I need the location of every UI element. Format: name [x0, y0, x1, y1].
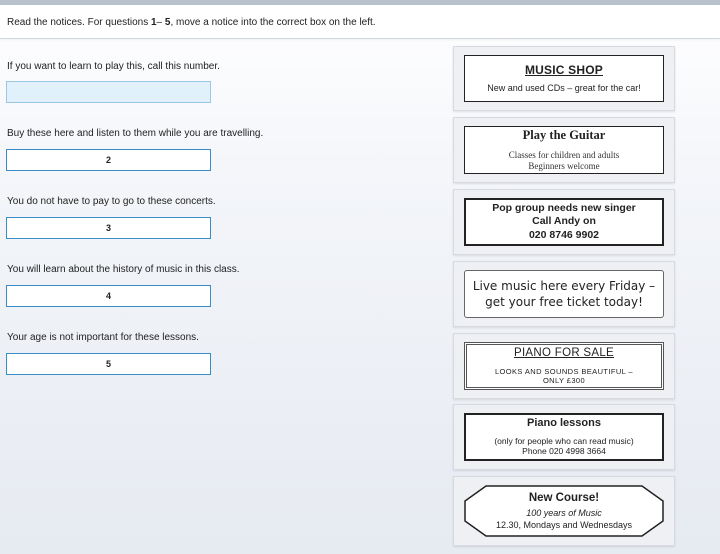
- question-1-text: If you want to learn to play this, call this number.: [7, 61, 220, 72]
- answer-box-3[interactable]: 3: [6, 217, 211, 239]
- notice-line: New and used CDs – great for the car!: [487, 82, 641, 93]
- notice-line: Call Andy on: [532, 215, 596, 228]
- instruction-bar: [0, 5, 720, 39]
- notice-card-pop-group[interactable]: [453, 189, 675, 255]
- notice-line: Beginners welcome: [528, 160, 600, 171]
- notice-line: (only for people who can read music): [494, 435, 634, 446]
- question-4-text: You will learn about the history of music in this class.: [7, 264, 240, 275]
- notice-title: Pop group needs new singer: [492, 202, 636, 215]
- answer-box-1[interactable]: [6, 81, 211, 103]
- answer-box-2[interactable]: 2: [6, 149, 211, 171]
- answer-box-5[interactable]: 5: [6, 353, 211, 375]
- notice-line: 100 years of Music: [526, 508, 602, 519]
- question-3-text: You do not have to pay to go to these concerts.: [7, 196, 216, 207]
- notice-new-course: [464, 485, 664, 537]
- notice-line: ONLY £300: [542, 376, 586, 386]
- question-2-text: Buy these here and listen to them while you are travelling.: [7, 128, 264, 139]
- notice-line: LOOKS AND SOUNDS BEAUTIFUL –: [494, 366, 634, 376]
- notice-line: 12.30, Mondays and Wednesdays: [496, 519, 632, 530]
- notice-line: Classes for children and adults: [508, 149, 620, 160]
- answer-box-4[interactable]: 4: [6, 285, 211, 307]
- instruction-text: Read the notices. For questions 1– 5, move a notice into the correct box on the left.: [7, 17, 376, 28]
- notice-card-music-shop[interactable]: [453, 46, 675, 111]
- notice-title: MUSIC SHOP: [524, 62, 603, 77]
- notice-music-shop: [464, 55, 664, 102]
- notice-piano-sale: [464, 342, 664, 390]
- notice-line: get your free ticket today!: [485, 295, 643, 309]
- notice-title: Piano lessons: [527, 417, 601, 429]
- notice-line: Live music here every Friday –: [472, 278, 656, 293]
- notice-card-piano-sale[interactable]: [453, 333, 675, 399]
- notice-piano-lessons: [464, 413, 664, 461]
- notice-title: PIANO FOR SALE: [513, 347, 615, 360]
- question-5-text: Your age is not important for these lessons.: [7, 332, 199, 343]
- notice-card-live-music[interactable]: [453, 261, 675, 327]
- notice-card-play-guitar[interactable]: [453, 117, 675, 183]
- notice-card-new-course[interactable]: [453, 476, 675, 546]
- notice-line: Phone 020 4998 3664: [522, 446, 606, 457]
- notice-title: New Course!: [528, 492, 600, 505]
- notice-play-guitar: [464, 126, 664, 174]
- notice-title: Play the Guitar: [522, 127, 606, 142]
- notice-live-music: [464, 270, 664, 318]
- notice-line: 020 8746 9902: [528, 228, 600, 241]
- notice-pop-group: [464, 198, 664, 246]
- notice-card-piano-lessons[interactable]: [453, 404, 675, 470]
